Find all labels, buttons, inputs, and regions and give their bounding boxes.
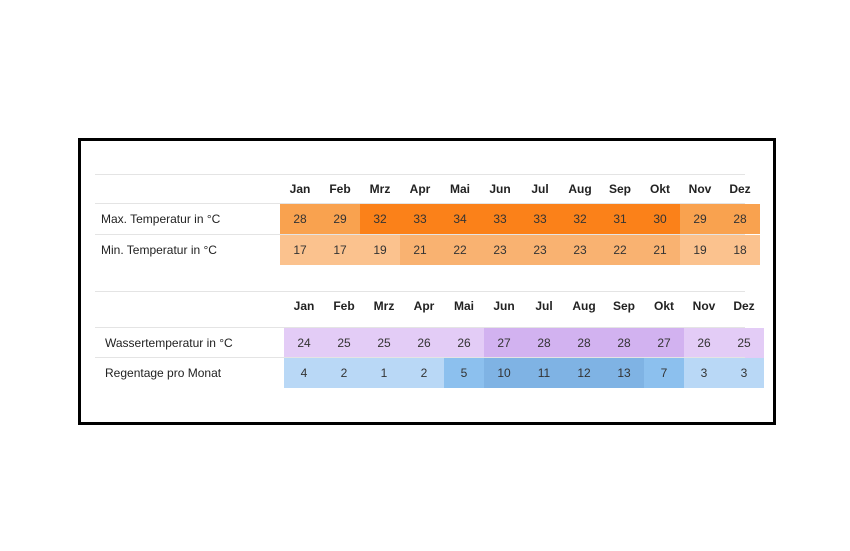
row-label: Regentage pro Monat — [105, 366, 222, 380]
column-header-feb: Feb — [329, 182, 351, 196]
column-header-apr: Apr — [409, 182, 431, 196]
chart-frame — [78, 138, 776, 425]
value-cell-aug: 12 — [564, 358, 604, 388]
column-header-okt: Okt — [653, 299, 674, 313]
column-header-jul: Jul — [535, 299, 553, 313]
column-header-jun: Jun — [493, 299, 515, 313]
value-cell-mai: 22 — [440, 235, 480, 265]
column-header-apr: Apr — [413, 299, 435, 313]
value-cell-jul: 33 — [520, 204, 560, 234]
value-cell-sep: 13 — [604, 358, 644, 388]
column-header-jan: Jan — [293, 299, 315, 313]
value-cell-feb: 29 — [320, 204, 360, 234]
value-cell-mrz: 19 — [360, 235, 400, 265]
row-label: Wassertemperatur in °C — [105, 336, 233, 350]
value-cell-feb: 25 — [324, 328, 364, 358]
value-cell-jul: 11 — [524, 358, 564, 388]
column-header-mai: Mai — [453, 299, 474, 313]
column-header-dez: Dez — [733, 299, 755, 313]
value-cell-okt: 21 — [640, 235, 680, 265]
column-header-feb: Feb — [333, 299, 355, 313]
value-cell-nov: 26 — [684, 328, 724, 358]
value-cell-sep: 22 — [600, 235, 640, 265]
value-cell-jul: 28 — [524, 328, 564, 358]
column-header-aug: Aug — [572, 299, 596, 313]
column-header-mai: Mai — [449, 182, 470, 196]
value-cell-jul: 23 — [520, 235, 560, 265]
value-cell-dez: 18 — [720, 235, 760, 265]
value-cell-feb: 2 — [324, 358, 364, 388]
column-header-aug: Aug — [568, 182, 592, 196]
value-cell-apr: 2 — [404, 358, 444, 388]
value-cell-okt: 7 — [644, 358, 684, 388]
value-cell-nov: 19 — [680, 235, 720, 265]
value-cell-mrz: 25 — [364, 328, 404, 358]
water-rain-table — [95, 291, 755, 389]
column-header-nov: Nov — [688, 182, 712, 196]
value-cell-okt: 27 — [644, 328, 684, 358]
row-label: Min. Temperatur in °C — [101, 243, 217, 257]
value-cell-feb: 17 — [320, 235, 360, 265]
value-cell-sep: 28 — [604, 328, 644, 358]
value-cell-jun: 23 — [480, 235, 520, 265]
column-header-mrz: Mrz — [373, 299, 395, 313]
value-cell-mrz: 1 — [364, 358, 404, 388]
value-cell-jan: 24 — [284, 328, 324, 358]
value-cell-jun: 33 — [480, 204, 520, 234]
value-cell-mai: 26 — [444, 328, 484, 358]
value-cell-aug: 23 — [560, 235, 600, 265]
value-cell-dez: 3 — [724, 358, 764, 388]
column-header-nov: Nov — [692, 299, 716, 313]
value-cell-dez: 28 — [720, 204, 760, 234]
temperature-table — [95, 174, 751, 266]
value-cell-jun: 10 — [484, 358, 524, 388]
value-cell-apr: 33 — [400, 204, 440, 234]
column-header-jun: Jun — [489, 182, 511, 196]
column-header-okt: Okt — [649, 182, 670, 196]
value-cell-mai: 34 — [440, 204, 480, 234]
value-cell-apr: 26 — [404, 328, 444, 358]
value-cell-aug: 28 — [564, 328, 604, 358]
column-header-jan: Jan — [289, 182, 311, 196]
value-cell-jan: 4 — [284, 358, 324, 388]
column-header-mrz: Mrz — [369, 182, 391, 196]
value-cell-dez: 25 — [724, 328, 764, 358]
column-header-dez: Dez — [729, 182, 751, 196]
value-cell-nov: 3 — [684, 358, 724, 388]
value-cell-nov: 29 — [680, 204, 720, 234]
value-cell-jan: 17 — [280, 235, 320, 265]
row-label: Max. Temperatur in °C — [101, 212, 221, 226]
column-header-sep: Sep — [612, 299, 635, 313]
value-cell-sep: 31 — [600, 204, 640, 234]
value-cell-jun: 27 — [484, 328, 524, 358]
column-header-jul: Jul — [531, 182, 549, 196]
column-header-sep: Sep — [608, 182, 631, 196]
value-cell-okt: 30 — [640, 204, 680, 234]
value-cell-aug: 32 — [560, 204, 600, 234]
value-cell-mrz: 32 — [360, 204, 400, 234]
value-cell-mai: 5 — [444, 358, 484, 388]
value-cell-apr: 21 — [400, 235, 440, 265]
value-cell-jan: 28 — [280, 204, 320, 234]
